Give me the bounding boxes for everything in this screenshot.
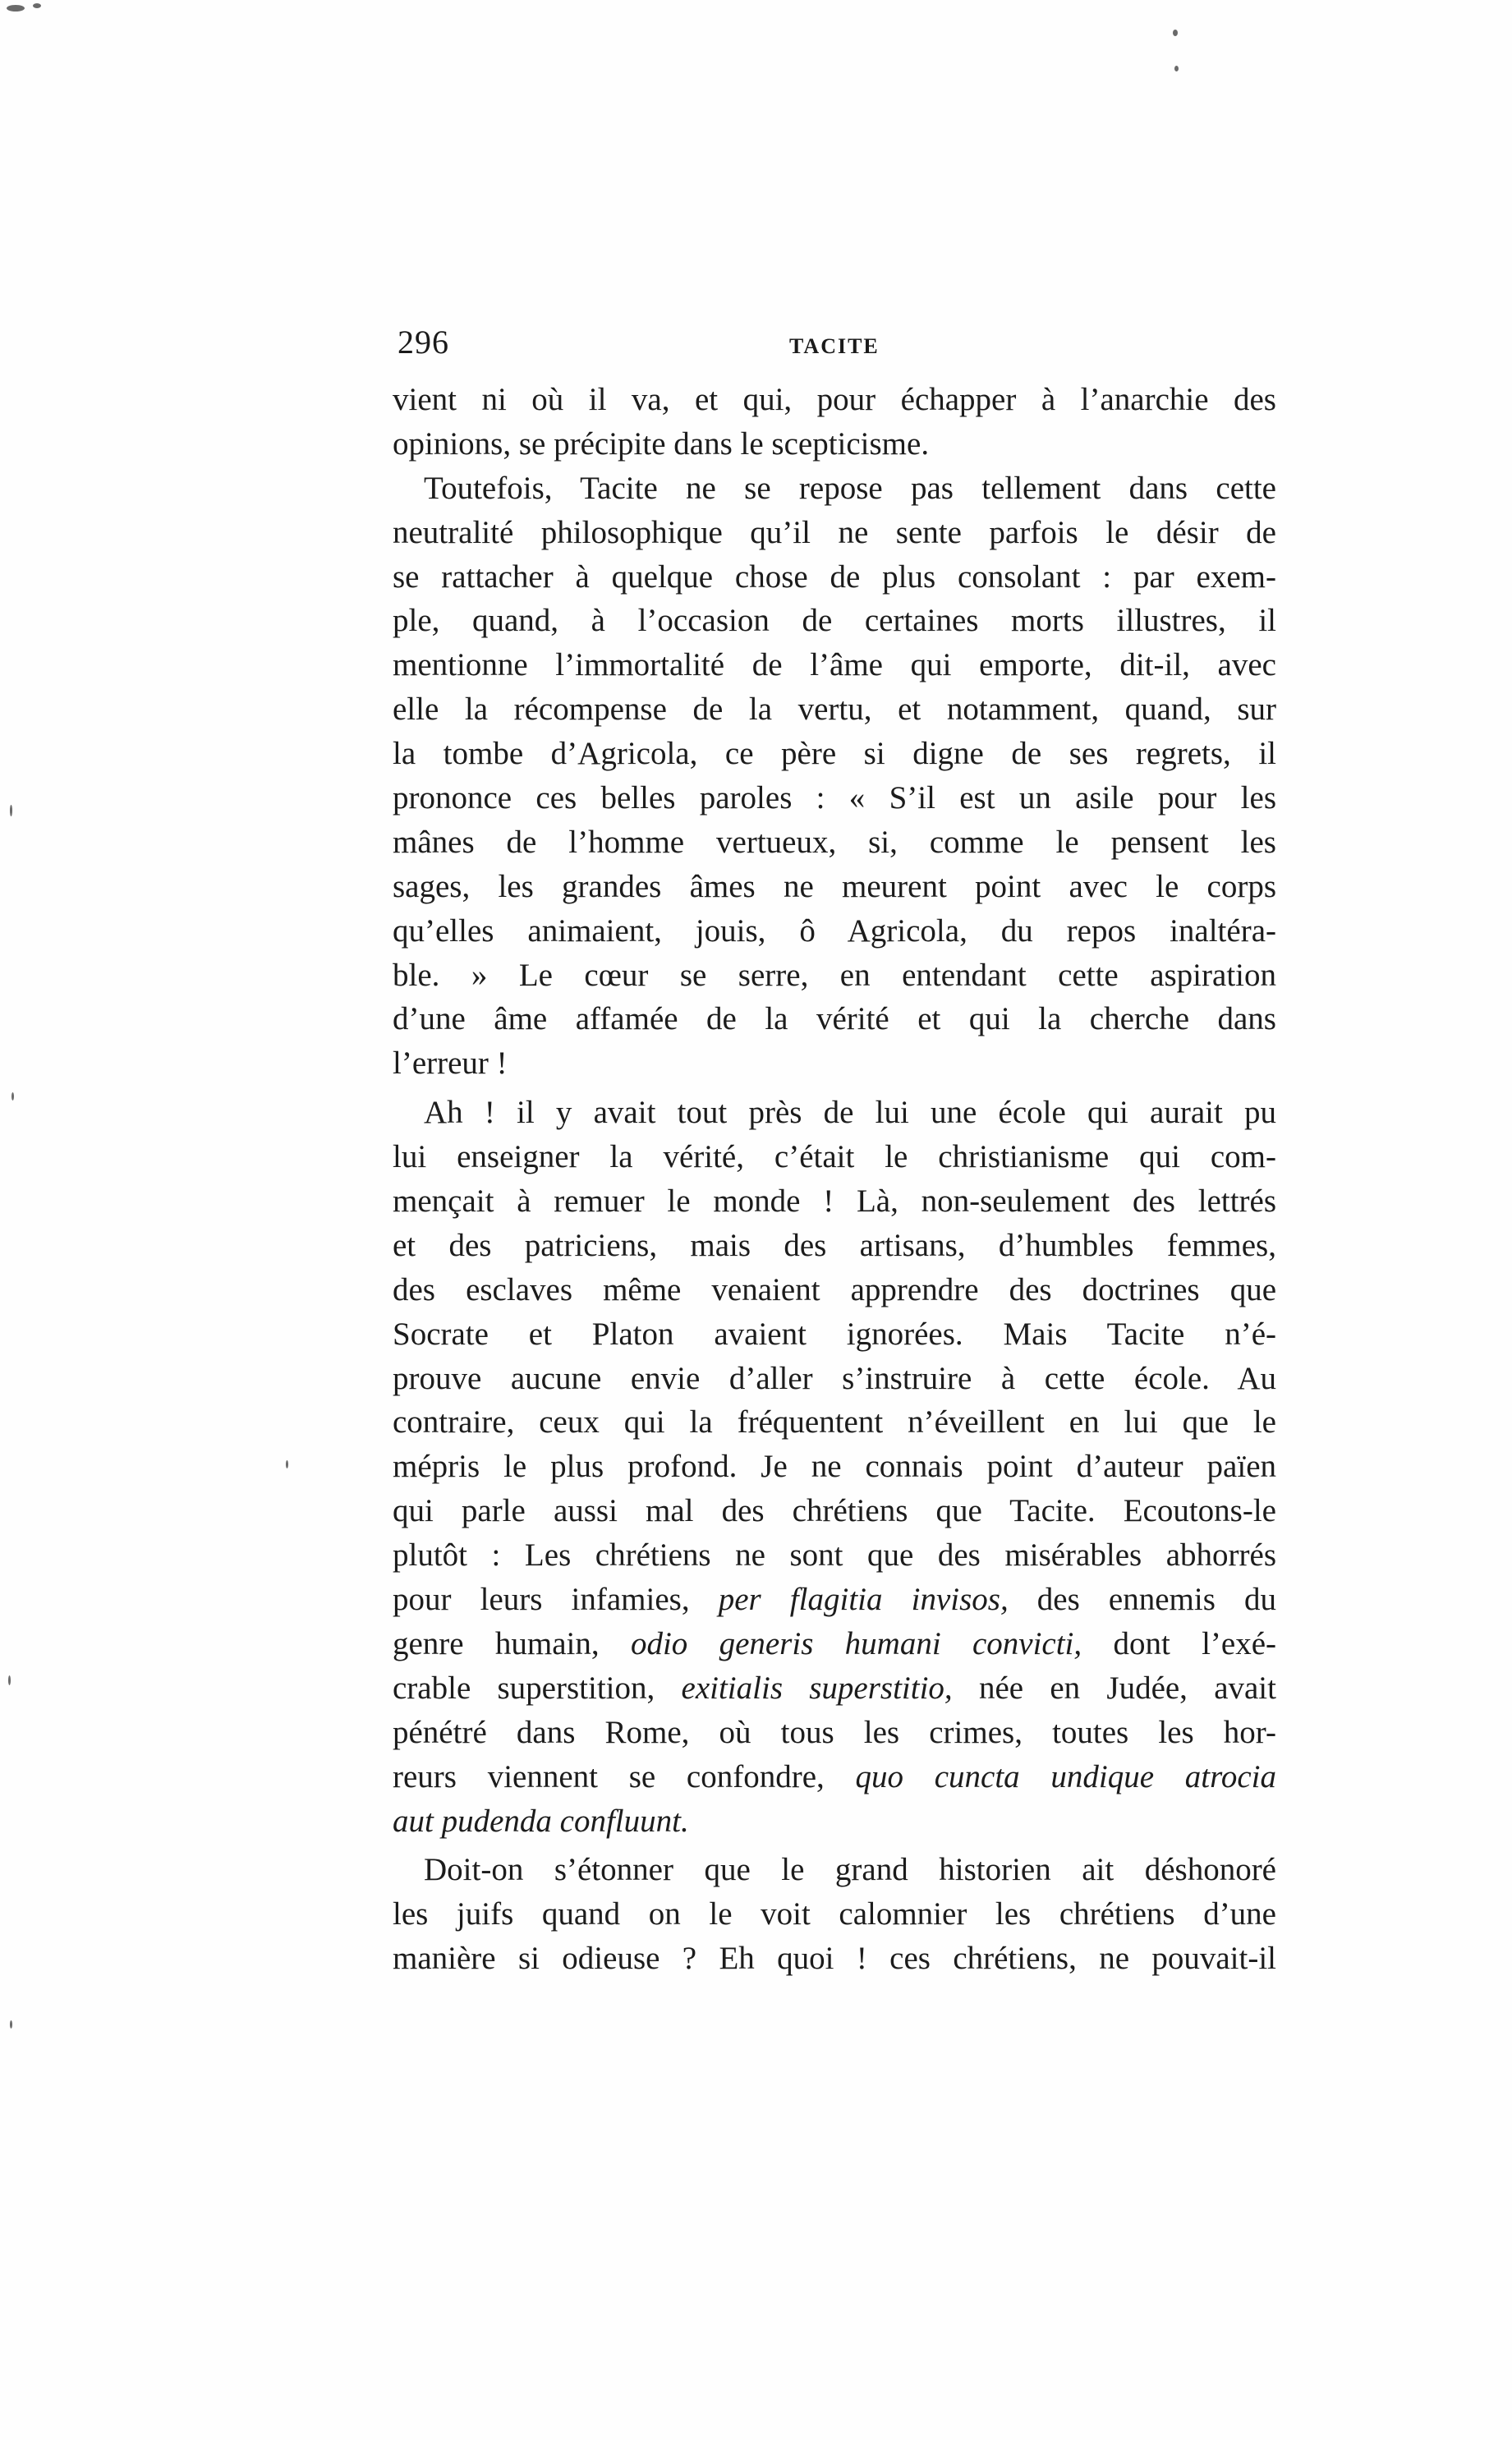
text-line: les juifs quand on le voit calomnier les chrétiens d’une bbox=[393, 1896, 1276, 1932]
text-line bbox=[393, 1666, 1276, 1711]
latin-quote: aut pudenda confluunt. bbox=[393, 1803, 689, 1839]
text-line: l’erreur ! bbox=[393, 1045, 508, 1082]
latin-quote: per flagitia invisos, bbox=[718, 1582, 1009, 1618]
text-line: d’une âme affamée de la vérité et qui la cherche dans bbox=[393, 1001, 1276, 1037]
text-run: née en Judée, avait bbox=[952, 1670, 1276, 1706]
text-line: Toutefois, Tacite ne se repose pas tellement dans cette bbox=[424, 470, 1276, 506]
scan-speck bbox=[7, 5, 25, 11]
text-line: Socrate et Platon avaient ignorées. Mais Tacite n’é- bbox=[393, 1316, 1276, 1352]
scan-speck bbox=[10, 805, 12, 816]
scan-speck bbox=[8, 1675, 11, 1685]
text-line: Ah ! il y avait tout près de lui une école qui aurait pu bbox=[424, 1095, 1276, 1131]
text-run: genre humain, bbox=[393, 1625, 631, 1661]
text-line: mépris le plus profond. Je ne connais point d’auteur païen bbox=[393, 1449, 1276, 1485]
text-line bbox=[393, 1755, 1276, 1799]
text-run: crable superstition, bbox=[393, 1670, 682, 1706]
latin-quote: exitialis superstitio, bbox=[681, 1670, 953, 1706]
latin-quote: quo cuncta undique atrocia bbox=[855, 1758, 1276, 1794]
text-line: mençait à remuer le monde ! Là, non-seulement des lettrés bbox=[393, 1183, 1276, 1220]
text-line: prouve aucune envie d’aller s’instruire à cette école. Au bbox=[393, 1360, 1276, 1396]
body-text bbox=[393, 378, 1276, 1981]
scan-speck bbox=[1174, 66, 1179, 71]
text-line: vient ni où il va, et qui, pour échapper à l’anarchie des bbox=[393, 382, 1276, 417]
text-run: pour leurs infamies, bbox=[393, 1582, 719, 1618]
text-line: mentionne l’immortalité de l’âme qui emporte, dit-il, avec bbox=[393, 647, 1276, 683]
text-line: elle la récompense de la vertu, et notamment, quand, sur bbox=[393, 692, 1276, 728]
text-run: dont l’exé- bbox=[1082, 1625, 1276, 1661]
page-header bbox=[393, 323, 1276, 372]
scan-speck bbox=[286, 1460, 288, 1468]
text-line: et des patriciens, mais des artisans, d’humbles femmes, bbox=[393, 1227, 1276, 1263]
scan-speck bbox=[11, 1092, 14, 1101]
text-line: manière si odieuse ? Eh quoi ! ces chrétiens, ne pouvait-il bbox=[393, 1941, 1276, 1977]
scan-speck bbox=[10, 2020, 12, 2029]
text-line: Doit-on s’étonner que le grand historien ait déshonoré bbox=[424, 1852, 1276, 1888]
text-line: ble. » Le cœur se serre, en entendant cette aspiration bbox=[393, 957, 1276, 993]
text-line: des esclaves même venaient apprendre des doctrines que bbox=[393, 1271, 1276, 1307]
text-line: sages, les grandes âmes ne meurent point avec le corps bbox=[393, 868, 1276, 904]
text-line bbox=[393, 1622, 1276, 1666]
text-line: pénétré dans Rome, où tous les crimes, toutes les hor- bbox=[393, 1714, 1276, 1750]
text-line: qui parle aussi mal des chrétiens que Tacite. Ecoutons-le bbox=[393, 1493, 1276, 1529]
running-head: TACITE bbox=[789, 334, 880, 358]
page-number: 296 bbox=[398, 324, 449, 361]
text-line: la tombe d’Agricola, ce père si digne de ses regrets, il bbox=[393, 736, 1276, 772]
text-line: prononce ces belles paroles : « S’il est un asile pour les bbox=[393, 780, 1276, 816]
text-line: plutôt : Les chrétiens ne sont que des misérables abhorrés bbox=[393, 1537, 1276, 1574]
scan-speck bbox=[33, 3, 41, 8]
text-run: des ennemis du bbox=[1008, 1582, 1276, 1618]
text-line bbox=[393, 1578, 1276, 1622]
scan-speck bbox=[1173, 30, 1178, 36]
text-run: reurs viennent se confondre, bbox=[393, 1758, 856, 1794]
text-line: mânes de l’homme vertueux, si, comme le pensent les bbox=[393, 824, 1276, 860]
text-line bbox=[393, 1799, 1276, 1844]
text-line: ple, quand, à l’occasion de certaines morts illustres, il bbox=[393, 603, 1276, 639]
text-line: se rattacher à quelque chose de plus consolant : par exem- bbox=[393, 558, 1276, 595]
text-line: neutralité philosophique qu’il ne sente parfois le désir de bbox=[393, 514, 1276, 550]
latin-quote: odio generis humani convicti, bbox=[630, 1625, 1082, 1661]
text-line: opinions, se précipite dans le scepticisme. bbox=[393, 425, 930, 462]
text-line: qu’elles animaient, jouis, ô Agricola, du repos inaltéra- bbox=[393, 912, 1276, 949]
text-line: contraire, ceux qui la fréquentent n’éveillent en lui que le bbox=[393, 1404, 1276, 1441]
text-line: lui enseigner la vérité, c’était le christianisme qui com- bbox=[393, 1139, 1276, 1175]
